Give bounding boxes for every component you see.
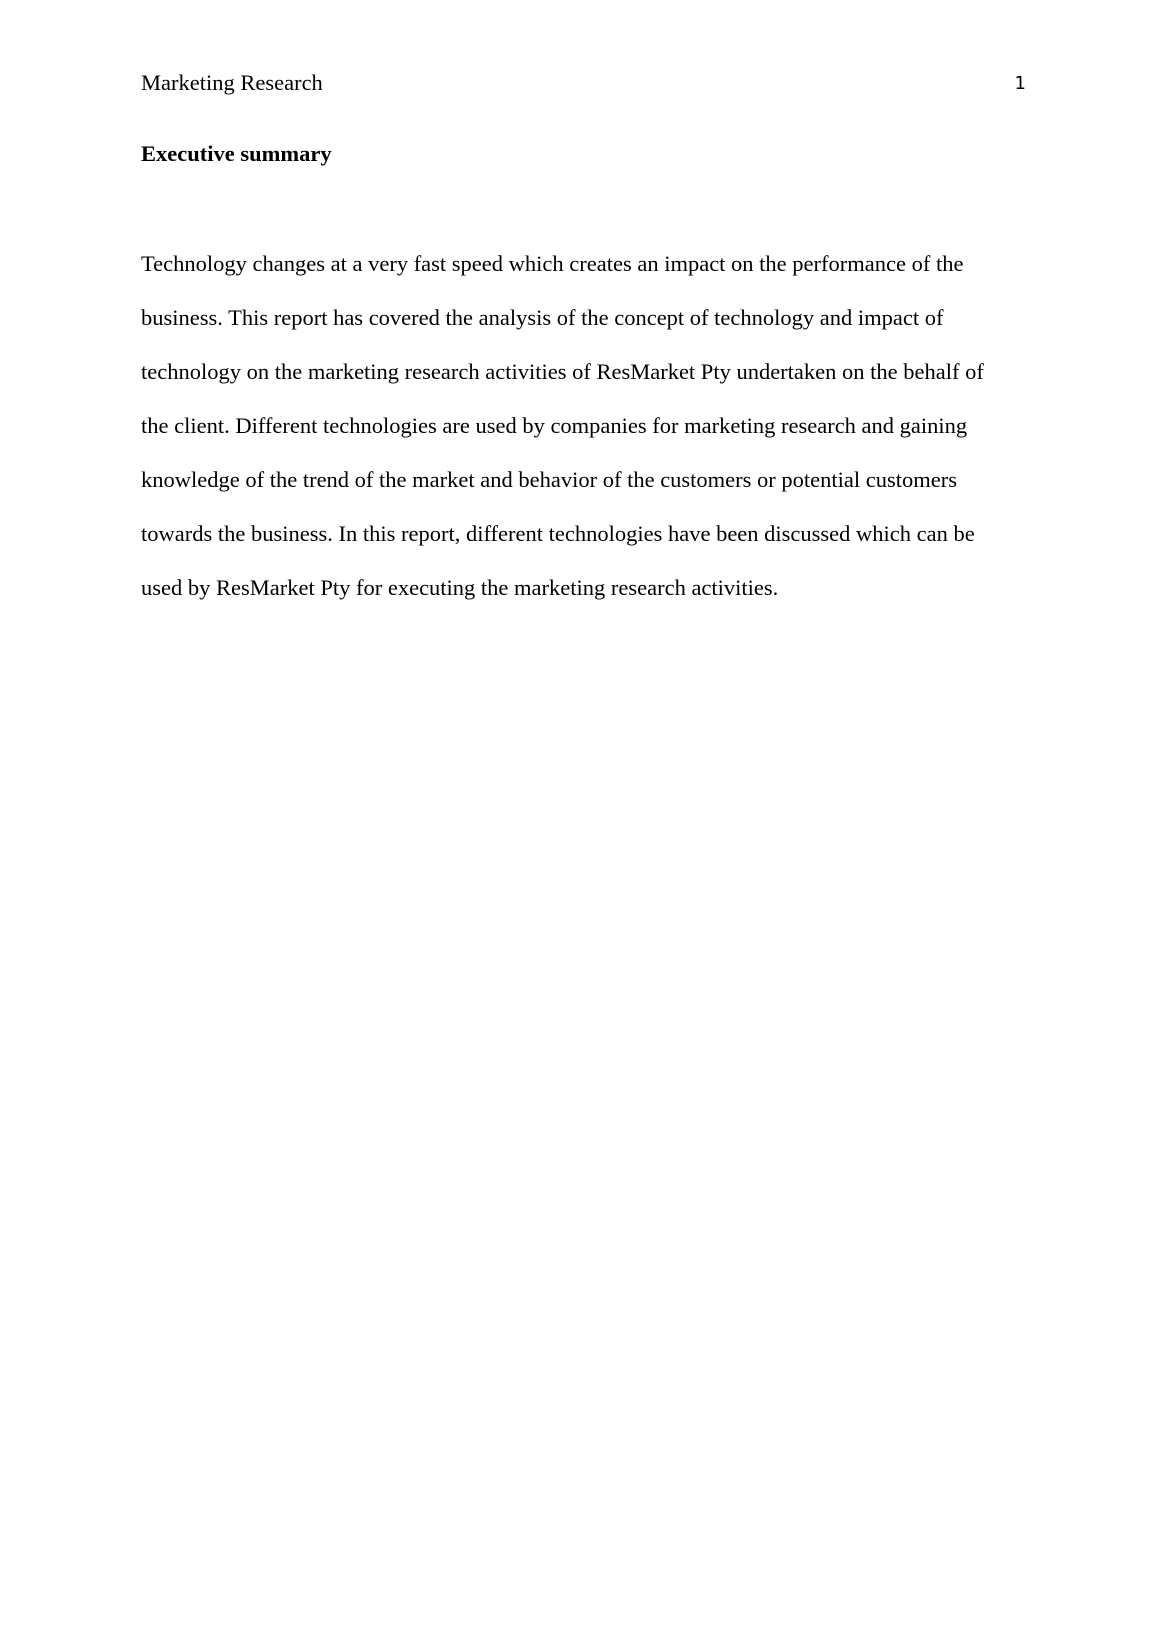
- paragraph-line: business. This report has covered the analysis of the concept of technology and impact of: [141, 305, 944, 330]
- executive-summary-paragraph: [141, 237, 1041, 615]
- paragraph-line: towards the business. In this report, different technologies have been discussed which can be: [141, 521, 975, 546]
- running-head: Marketing Research: [141, 70, 323, 95]
- paragraph-line: knowledge of the trend of the market and behavior of the customers or potential customers: [141, 467, 957, 492]
- paragraph-line: Technology changes at a very fast speed which creates an impact on the performance of the: [141, 251, 964, 276]
- section-heading: Executive summary: [141, 141, 332, 166]
- paragraph-line: technology on the marketing research activities of ResMarket Pty undertaken on the behalf of: [141, 359, 984, 384]
- paragraph-line: the client. Different technologies are used by companies for marketing research and gaining: [141, 413, 968, 438]
- page-number: 1: [1014, 73, 1026, 94]
- paragraph-line: used by ResMarket Pty for executing the marketing research activities.: [141, 575, 779, 600]
